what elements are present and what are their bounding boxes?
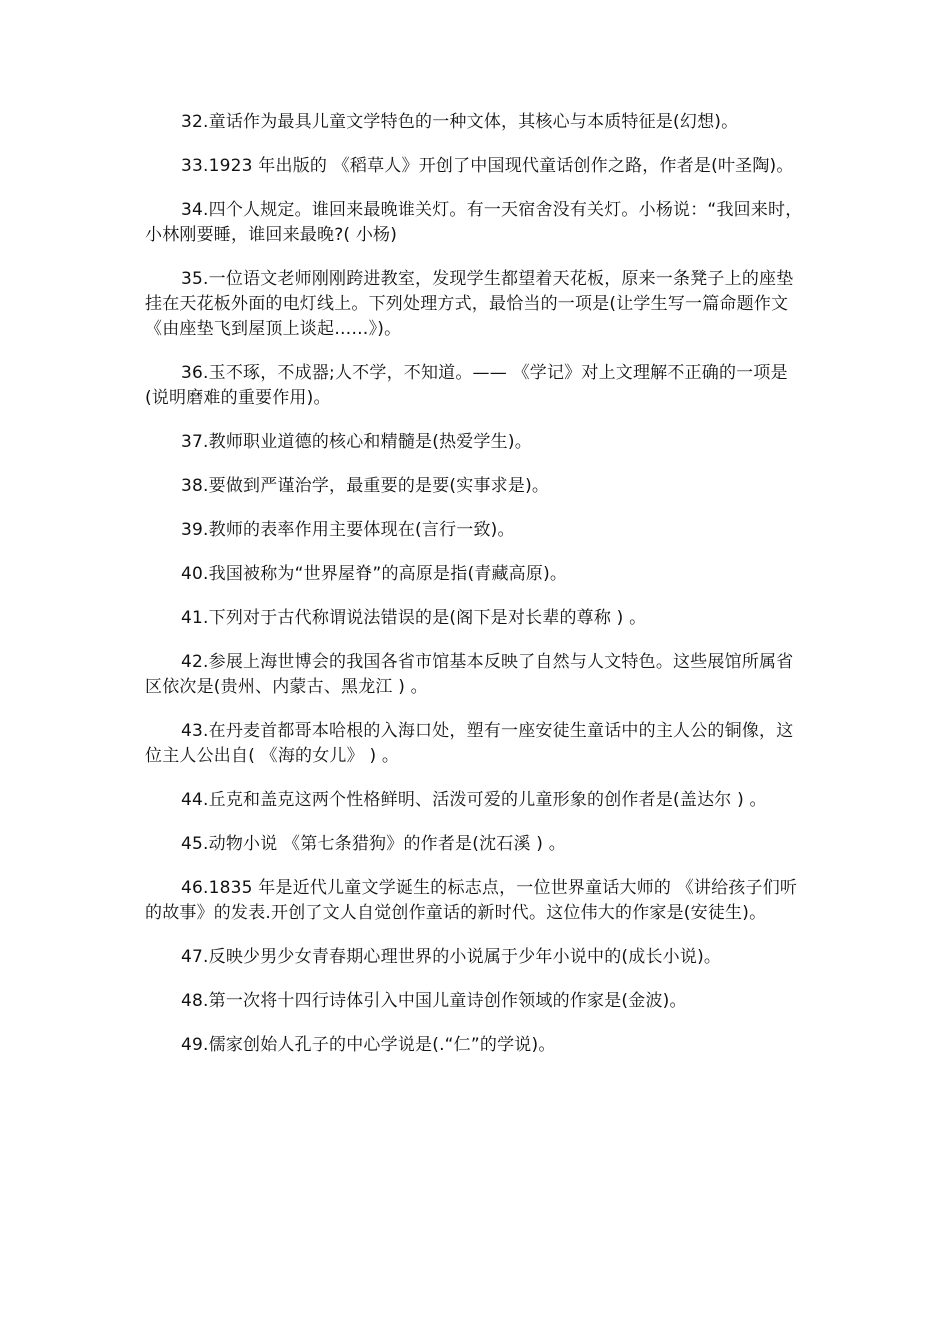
question-35: 35.一位语文老师刚刚跨进教室，发现学生都望着天花板，原来一条凳子上的座垫挂在天花板外面的电灯线上。下列处理方式，最恰当的一项是(让学生写一篇命题作文 《由座垫飞到屋顶上谈起……》)。 [145,269,794,339]
question-40: 40.我国被称为“世界屋脊”的高原是指(青藏高原)。 [181,564,568,584]
question-39: 39.教师的表率作用主要体现在(言行一致)。 [181,520,515,540]
question-48: 48.第一次将十四行诗体引入中国儿童诗创作领域的作家是(金波)。 [181,991,687,1011]
question-36: 36.玉不琢，不成器;人不学，不知道。—— 《学记》对上文理解不正确的一项是(说明磨难的重要作用)。 [145,363,788,408]
question-33: 33.1923 年出版的 《稻草人》开创了中国现代童话创作之路，作者是(叶圣陶)。 [181,156,794,176]
question-32: 32.童话作为最具儿童文学特色的一种文体，其核心与本质特征是(幻想)。 [181,112,739,132]
question-38: 38.要做到严谨治学，最重要的是要(实事求是)。 [181,476,550,496]
question-list [145,110,805,1077]
question-34: 34.四个人规定。谁回来最晚谁关灯。有一天宿舍没有关灯。小杨说：“我回来时，小林刚要睡，谁回来最晚?( 小杨) [145,200,803,245]
question-37: 37.教师职业道德的核心和精髓是(热爱学生)。 [181,432,532,452]
question-46: 46.1835 年是近代儿童文学诞生的标志点，一位世界童话大师的 《讲给孩子们听的故事》的发表.开创了文人自觉创作童话的新时代。这位伟大的作家是(安徒生)。 [145,878,798,923]
question-45: 45.动物小说 《第七条猎狗》的作者是(沈石溪 ) 。 [181,834,566,854]
question-41: 41.下列对于古代称谓说法错误的是(阁下是对长辈的尊称 ) 。 [181,608,647,628]
question-44: 44.丘克和盖克这两个性格鲜明、活泼可爱的儿童形象的创作者是(盖达尔 ) 。 [181,790,767,810]
question-43: 43.在丹麦首都哥本哈根的入海口处，塑有一座安徒生童话中的主人公的铜像，这位主人公出自( 《海的女儿》 ) 。 [145,721,794,766]
question-49: 49.儒家创始人孔子的中心学说是(.“仁”的学说)。 [181,1035,556,1055]
question-42: 42.参展上海世博会的我国各省市馆基本反映了自然与人文特色。这些展馆所属省区依次是(贵州、内蒙古、黑龙江 ) 。 [145,652,794,697]
question-47: 47.反映少男少女青春期心理世界的小说属于少年小说中的(成长小说)。 [181,947,722,967]
